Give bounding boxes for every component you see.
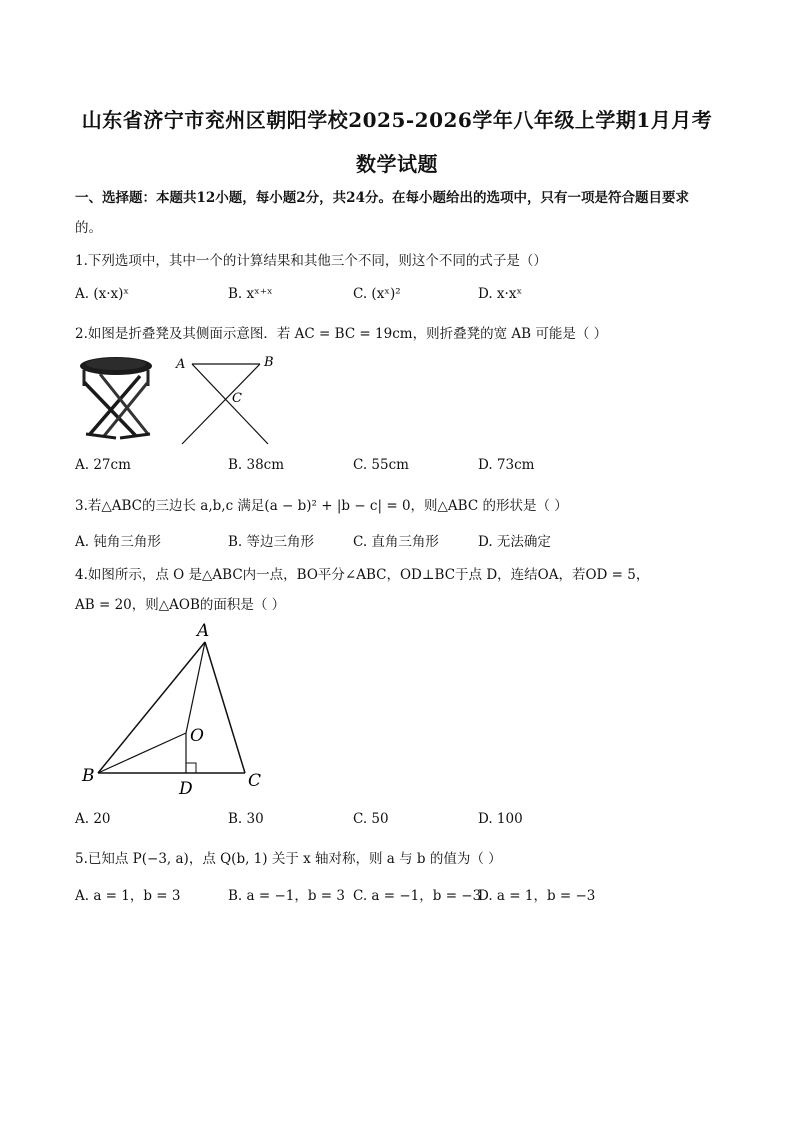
- label-a: A: [176, 357, 186, 372]
- label-c: C: [248, 771, 262, 791]
- question-1-option-d: D. x·xˣ: [478, 286, 523, 302]
- label-c: C: [232, 391, 242, 406]
- question-2-stem: 2.如图是折叠凳及其侧面示意图．若 AC = BC = 19cm，则折叠凳的宽 AB 可能是（ ）: [75, 326, 608, 342]
- question-1-option-a: A. (x·x)ˣ: [75, 286, 130, 302]
- question-3-option-a: A. 钝角三角形: [75, 534, 161, 550]
- question-4-option-c: C. 50: [353, 811, 389, 827]
- question-4-option-b: B. 30: [228, 811, 264, 827]
- section-heading: 一、选择题：本题共12小题，每小题2分，共24分。在每小题给出的选项中，只有一项是符合题目要求: [75, 190, 689, 206]
- label-d: D: [179, 779, 193, 799]
- label-b: B: [82, 766, 95, 786]
- question-5-option-b: B. a = −1，b = 3: [228, 888, 345, 904]
- question-4-option-d: D. 100: [478, 811, 523, 827]
- question-2-option-a: A. 27cm: [75, 457, 131, 473]
- question-4-stem: 4.如图所示，点 O 是△ABC内一点，BO平分∠ABC，OD⊥BC于点 D，连结OA，若OD = 5，: [75, 567, 650, 583]
- label-b: B: [264, 355, 274, 370]
- question-2-option-b: B. 38cm: [228, 457, 285, 473]
- question-5-option-c: C. a = −1，b = −3: [353, 888, 482, 904]
- question-3-option-d: D. 无法确定: [478, 534, 551, 550]
- question-5-stem: 5.已知点 P(−3, a)，点 Q(b, 1) 关于 x 轴对称，则 a 与 b 的值为（ ）: [75, 851, 502, 867]
- question-4-option-a: A. 20: [75, 811, 111, 827]
- label-o: O: [190, 726, 204, 746]
- exam-title: 山东省济宁市兖州区朝阳学校2025-2026学年八年级上学期1月月考: [81, 108, 713, 132]
- folding-stool-photo: [76, 352, 156, 442]
- triangle-aob-diagram: [80, 616, 270, 800]
- question-5-option-a: A. a = 1，b = 3: [75, 888, 181, 904]
- question-1-option-b: B. xˣ⁺ˣ: [228, 286, 273, 302]
- question-3-option-c: C. 直角三角形: [353, 534, 439, 550]
- question-3-stem: 3.若△ABC的三边长 a,b,c 满足(a − b)² + |b − c| = 0，则△ABC 的形状是（ ）: [75, 498, 568, 514]
- question-3-option-b: B. 等边三角形: [228, 534, 315, 550]
- question-1-stem: 1.下列选项中，其中一个的计算结果和其他三个不同，则这个不同的式子是（）: [75, 253, 547, 269]
- question-2-option-d: D. 73cm: [478, 457, 535, 473]
- label-a: A: [197, 621, 210, 641]
- question-1-option-c: C. (xˣ)²: [353, 286, 401, 302]
- stool-side-diagram: [172, 352, 284, 448]
- section-heading-cont: 的。: [75, 220, 102, 236]
- question-4-stem-cont: AB = 20，则△AOB的面积是（ ）: [75, 597, 286, 613]
- question-2-option-c: C. 55cm: [353, 457, 409, 473]
- question-5-option-d: D. a = 1，b = −3: [478, 888, 596, 904]
- exam-subtitle: 数学试题: [356, 152, 438, 176]
